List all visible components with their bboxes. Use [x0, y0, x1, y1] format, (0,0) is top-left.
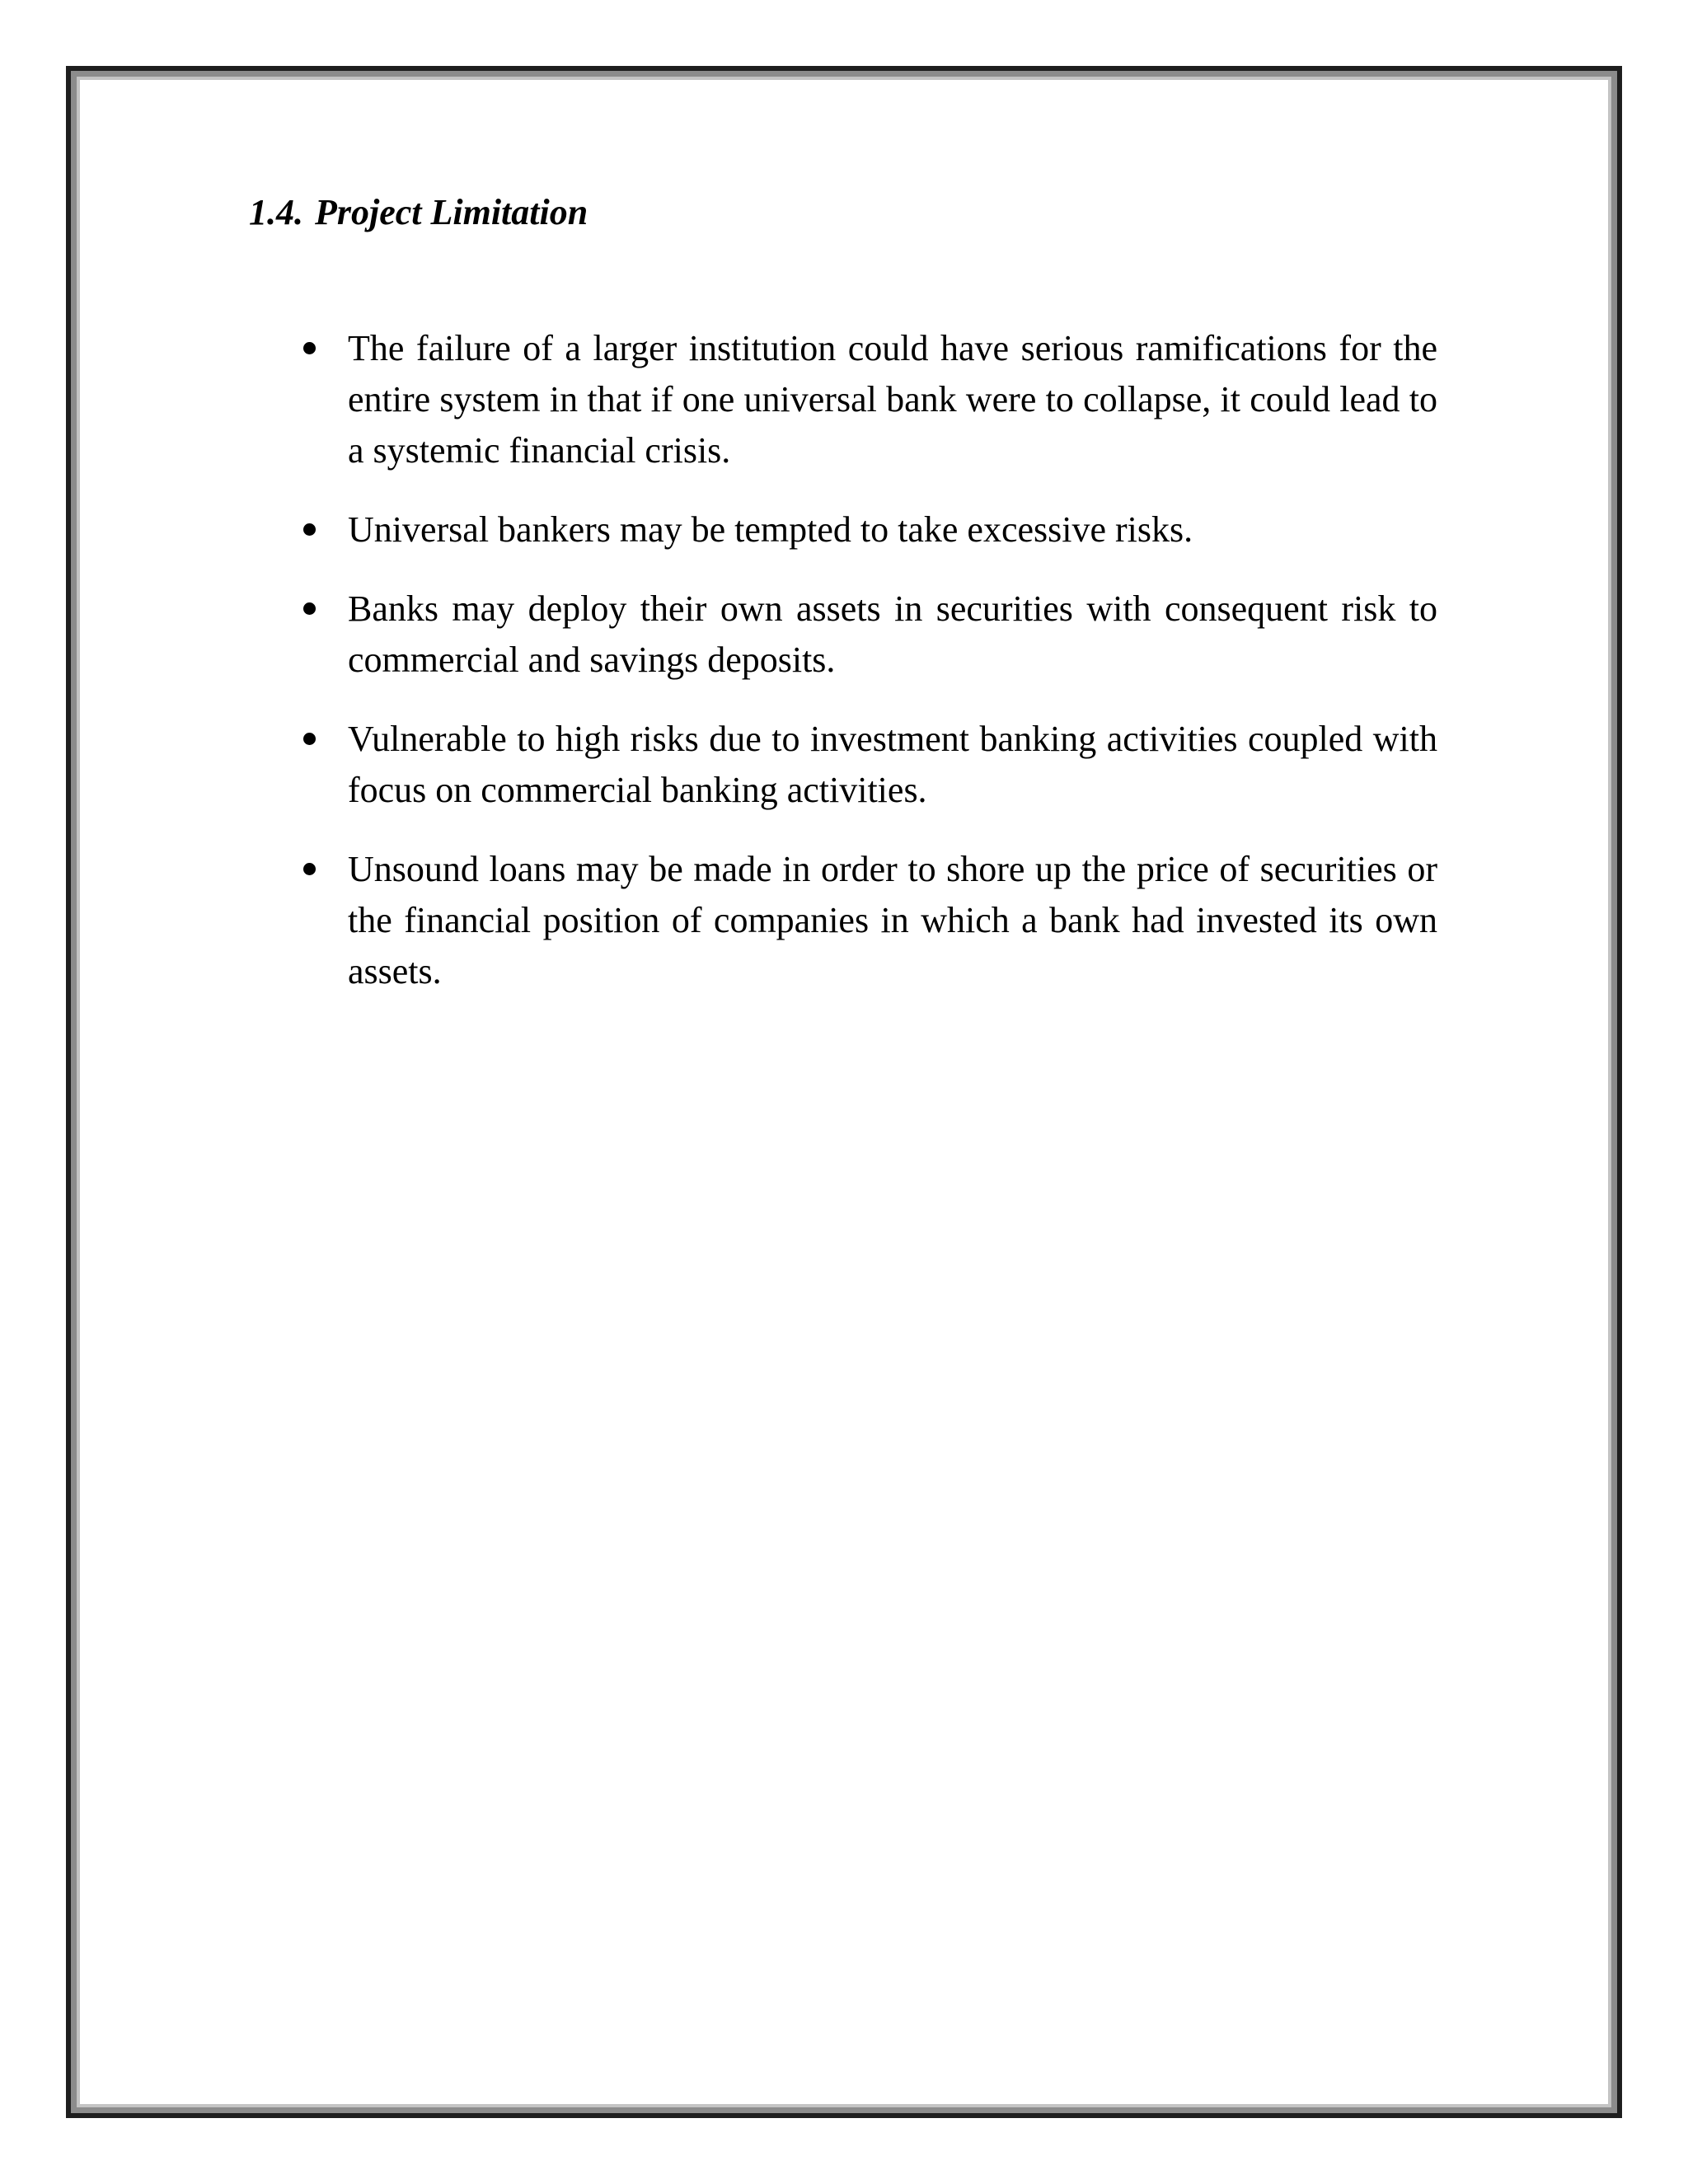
section-number: 1.4. — [249, 192, 303, 232]
bullet-icon — [303, 863, 316, 875]
list-item — [297, 504, 1437, 555]
bullet-icon — [303, 523, 316, 536]
list-item-text: The failure of a larger institution could have serious ramifications for the entire system in that if one universal bank were to collapse, it could lead to a systemic financial crisis. — [348, 328, 1437, 471]
section-heading — [249, 191, 588, 235]
list-item — [297, 844, 1437, 997]
list-item — [297, 323, 1437, 476]
list-item-text: Banks may deploy their own assets in securities with consequent risk to commercial and savings deposits. — [348, 588, 1437, 680]
bullet-icon — [303, 602, 316, 615]
section-title: Project Limitation — [315, 192, 588, 232]
list-item-text: Unsound loans may be made in order to shore up the price of securities or the financial position of companies in which a bank had invested its own assets. — [348, 849, 1437, 991]
list-item-text: Universal bankers may be tempted to take excessive risks. — [348, 509, 1193, 550]
list-item — [297, 583, 1437, 686]
bullet-icon — [303, 342, 316, 354]
list-item — [297, 714, 1437, 816]
list-item-text: Vulnerable to high risks due to investment banking activities coupled with focus on commercial banking activities. — [348, 719, 1437, 810]
bullet-icon — [303, 733, 316, 745]
limitations-list — [297, 323, 1437, 1025]
